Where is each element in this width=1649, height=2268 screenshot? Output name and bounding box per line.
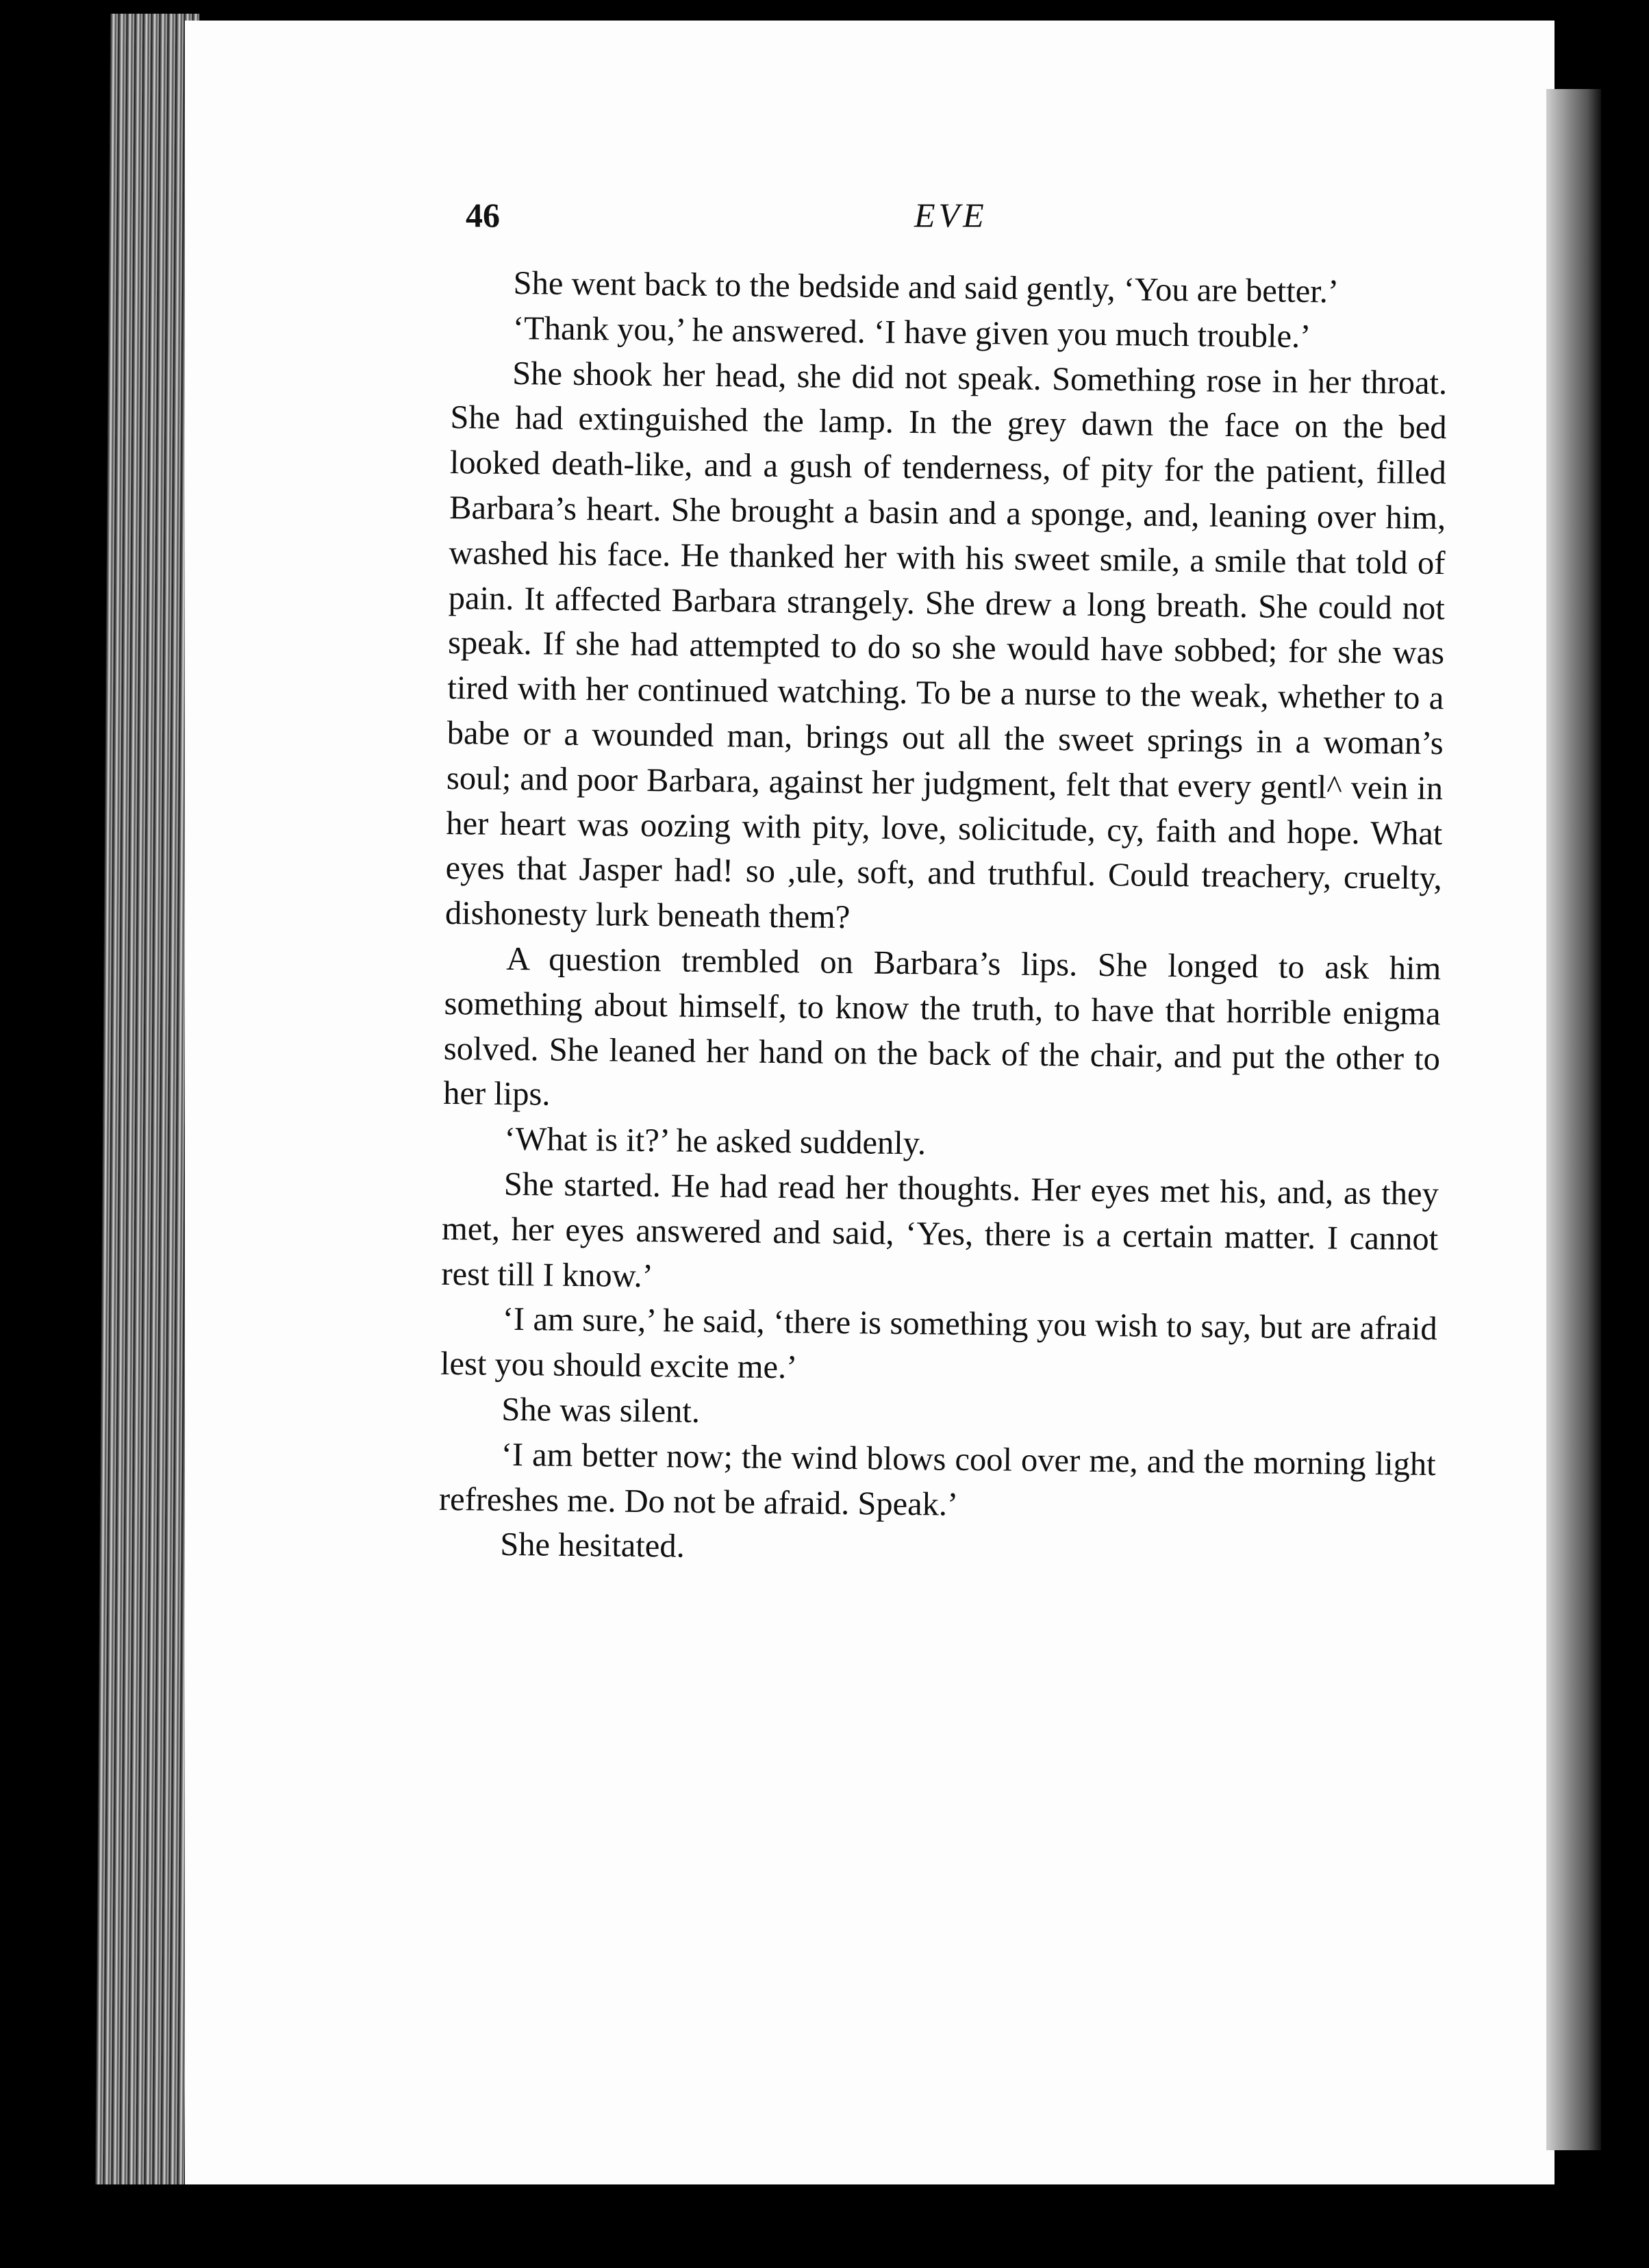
body-text	[438, 260, 1448, 1577]
running-head: EVE	[914, 196, 987, 234]
paragraph: ‘Thank you,’ he answered. ‘I have given you much trouble.’	[512, 310, 1311, 355]
paragraph: ‘What is it?’ he asked suddenly.	[504, 1121, 927, 1162]
paragraph: ‘I am better now; the wind blows cool over me, and the morning light refreshes me. Do not be afraid. Speak.’	[438, 1436, 1436, 1523]
binding-shadow	[1546, 89, 1601, 2150]
paragraph: She started. He had read her thoughts. Her eyes met his, and, as they met, her eyes answered and said, ‘Yes, there is a certain matter. I cannot rest till I know.’	[441, 1166, 1439, 1294]
paragraph: She went back to the bedside and said gently, ‘You are better.’	[513, 264, 1339, 310]
book-page-edges	[95, 14, 199, 2184]
paragraph: ‘I am sure,’ he said, ‘there is something you wish to say, but are afraid lest you should excite me.’	[440, 1301, 1438, 1386]
page-number: 46	[466, 196, 500, 234]
page-header	[281, 195, 1445, 250]
paragraph: She shook her head, she did not speak. Something rose in her throat. She had extinguished the lamp. In the grey dawn the face on the bed looked death-like, and a gush of tenderness, of pity for the patient, filled Barbara’s heart. She brought a basin and a sponge, and, leaning over him, washed his face. He thanked her with his sweet smile, a smile that told of pain. It affected Barbara strangely. She drew a long breath. She could not speak. If she had attempted to do so she would have sobbed; for she was tired with her continued watching. To be a nurse to the weak, whether to a babe or a wounded man, brings out all the sweet springs in a woman’s soul; and poor Barbara, against her judgment, felt that every gentl^ vein in her heart was oozing with pity, love, solicitude, cy, faith and hope. What eyes that Jasper had! so ,ule, soft, and truthful. Could treachery, cruelty, dishonesty lurk beneath them?	[444, 355, 1448, 936]
paragraph: She was silent.	[501, 1391, 701, 1430]
paragraph: A question trembled on Barbara’s lips. She longed to ask him something about himself, to know the truth, to have that horrible enigma solved. She leaned her hand on the back of the chair, and put the other to her lips.	[442, 940, 1442, 1113]
paragraph: She hesitated.	[500, 1526, 685, 1565]
